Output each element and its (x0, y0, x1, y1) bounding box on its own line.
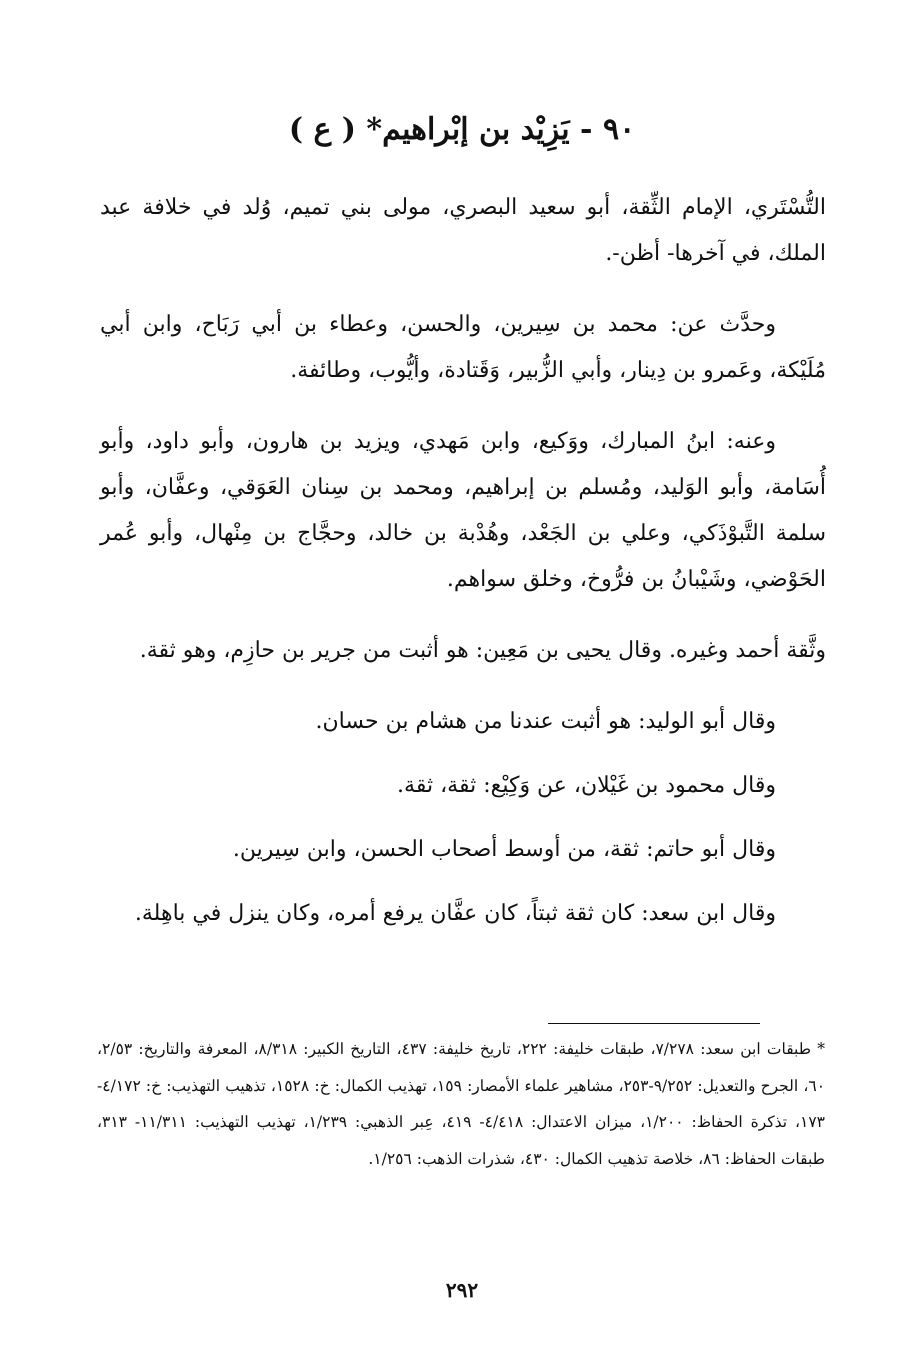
entry-title: ٩٠ - يَزِيْد بن إبْراهيم* ( ع ) (288, 112, 636, 147)
paragraph-teachers: وحدَّث عن: محمد بن سِيرين، والحسن، وعطاء بن أبي رَبَاح، وابن أبي مُلَيْكة، وعَمرو بن دِينار، وأبي الزُّبير، وَقَتادة، وأيُّوب، وطائفة. (100, 312, 826, 383)
paragraph-abu-hatim: وقال أبو حاتم: ثقة، من أوسط أصحاب الحسن، وابن سِيرين. (232, 837, 776, 862)
paragraph-biography: التُّسْتَري، الإمام الثِّقة، أبو سعيد البصري، مولى بني تميم، وُلد في خلافة عبد الملك، في آخرها- أظن-. (100, 195, 826, 266)
page-number: ٢٩٢ (445, 1278, 479, 1302)
footnote-sources (97, 1031, 825, 1177)
paragraph-abu-al-walid: وقال أبو الوليد: هو أثبت عندنا من هشام بن حسان. (315, 709, 776, 734)
paragraph-students: وعنه: ابنُ المبارك، ووَكيع، وابن مَهدي، ويزيد بن هارون، وأبو داود، وأبو أُسَامة، وأبو الوَليد، ومُسلم بن إبراهيم، ومحمد بن سِنان العَوَقي، وعفَّان، وأبو سلمة التَّبوْذَكي، وعلي بن الجَعْد، وهُدْبة بن خالد، وحجَّاج بن مِنْهال، وأبو عُمر الحَوْضي، وشَيْبانُ بن فرُّوخ، وخلق سواهم. (100, 429, 826, 592)
footnote-text: * طبقات ابن سعد: ٧/٢٧٨، طبقات خليفة: ٢٢٢، تاريخ خليفة: ٤٣٧، التاريخ الكبير: ٨/٣١٨، المعرفة والتاريخ: ٢/٥٣، ٦٠، الجرح والتعديل: ٩/٢٥٢-٢٥٣، مشاهير علماء الأمصار: ١٥٩، تهذيب الكمال: خ: ١٥٢٨، تذهيب التهذيب: خ: ٤/١٧٢- ١٧٣، تذكرة الحفاظ: ١/٢٠٠، ميزان الاعتدال: ٤/٤١٨- ٤١٩، عِبر الذهبي: ١/٢٣٩، تهذيب التهذيب: ١١/٣١١- ٣١٣، طبقات الحفاظ: ٨٦، خلاصة تذهيب الكمال: ٤٣٠، شذرات الذهب: ١/٢٥٦. (97, 1040, 826, 1168)
entry-body (100, 185, 826, 962)
paragraph-mahmud-ibn-ghaylan: وقال محمود بن غَيْلان، عن وَكِيْع: ثقة، ثقة. (397, 773, 776, 798)
paragraph-ahmad-ibn-main: وثَّقة أحمد وغيره. وقال يحيى بن مَعِين: هو أثبت من جرير بن حازِم، وهو ثقة. (139, 638, 826, 663)
footnote-divider (548, 1023, 760, 1024)
paragraph-ibn-sad: وقال ابن سعد: كان ثقة ثبتاً، كان عفَّان يرفع أمره، وكان ينزل في باهِلة. (134, 901, 776, 926)
